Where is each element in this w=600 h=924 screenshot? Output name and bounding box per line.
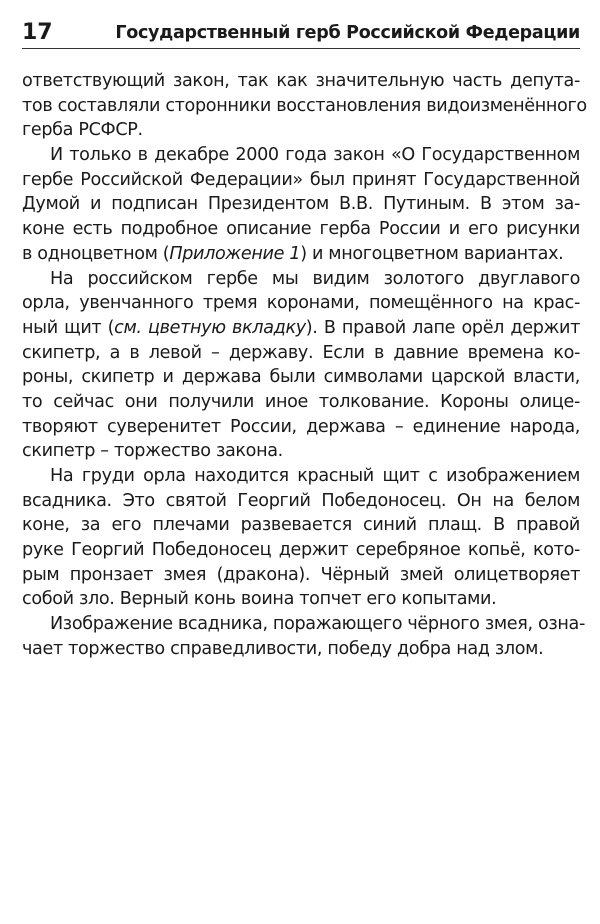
text-segment: ) и многоцветном вариантах.	[300, 243, 564, 264]
text-line	[22, 587, 580, 612]
text-line	[22, 291, 580, 316]
text-line	[22, 464, 580, 489]
text-line	[22, 513, 580, 538]
text-segment: собой зло. Верный конь воина топчет его копытами.	[22, 589, 497, 610]
text-line	[22, 439, 580, 464]
text-segment: чает торжество справедливости, победу добра над злом.	[22, 638, 544, 659]
page-number: 17	[22, 20, 53, 45]
text-segment: коне, за его плечами развевается синий плащ. В правой	[22, 515, 580, 536]
text-line	[22, 267, 580, 292]
text-segment: скипетр – торжество закона.	[22, 441, 283, 462]
running-title: Государственный герб Российской Федерации	[115, 23, 580, 43]
text-segment: герба РСФСР.	[22, 120, 143, 141]
text-segment: то сейчас они получили иное толкование. Короны олице-	[22, 391, 580, 412]
italic-reference: см. цветную вкладку	[114, 317, 306, 338]
text-segment: рым пронзает змея (дракона). Чёрный змей олицетворяет	[22, 564, 580, 585]
text-line	[22, 341, 580, 366]
text-line	[22, 390, 580, 415]
text-segment: творяют суверенитет России, держава – единение народа,	[22, 416, 580, 437]
text-segment: тов составляли сторонники восстановления видоизменённого	[22, 95, 587, 116]
text-segment: всадника. Это святой Георгий Победоносец. Он на белом	[22, 490, 580, 511]
text-segment: в одноцветном (	[22, 243, 170, 264]
text-line	[22, 489, 580, 514]
text-line	[22, 168, 580, 193]
body-text	[22, 69, 587, 662]
text-segment: коне есть подробное описание герба России и его рисунки	[22, 219, 580, 240]
text-line	[22, 316, 580, 341]
italic-reference: Приложение 1	[169, 243, 301, 264]
text-segment: роны, скипетр и держава были символами царской власти,	[22, 367, 580, 388]
text-line	[22, 637, 580, 662]
text-line	[22, 217, 580, 242]
text-segment: Думой и подписан Президентом В.В. Путиным. В этом за-	[22, 194, 580, 215]
text-line	[22, 612, 585, 637]
text-segment: ный щит (	[22, 317, 115, 338]
text-segment: ). В правой лапе орёл держит	[305, 317, 580, 338]
text-segment: скипетр, а в левой – державу. Если в давние времена ко-	[22, 342, 580, 363]
text-line	[22, 143, 580, 168]
text-line	[22, 242, 580, 267]
running-header	[22, 14, 580, 49]
text-segment: руке Георгий Победоносец держит серебряное копьё, кото-	[22, 540, 580, 561]
text-segment: На груди орла находится красный щит с изображением	[50, 466, 580, 486]
text-segment: гербе Российской Федерации» был принят Государственной	[22, 169, 580, 190]
text-segment: И только в декабре 2000 года закон «О Государственном	[50, 145, 580, 166]
text-segment: орла, увенчанного тремя коронами, помещённого на крас-	[22, 293, 580, 314]
text-line	[22, 563, 580, 588]
text-line	[22, 538, 580, 563]
text-line	[22, 69, 580, 94]
text-line	[22, 94, 587, 119]
text-line	[22, 192, 580, 217]
text-line	[22, 415, 580, 440]
text-line	[22, 365, 580, 390]
text-segment: ответствующий закон, так как значительную часть депута-	[22, 71, 580, 91]
text-segment: На российском гербе мы видим золотого двуглавого	[50, 268, 580, 289]
text-segment: Изображение всадника, поражающего чёрного змея, озна-	[50, 614, 585, 635]
text-line	[22, 118, 580, 143]
